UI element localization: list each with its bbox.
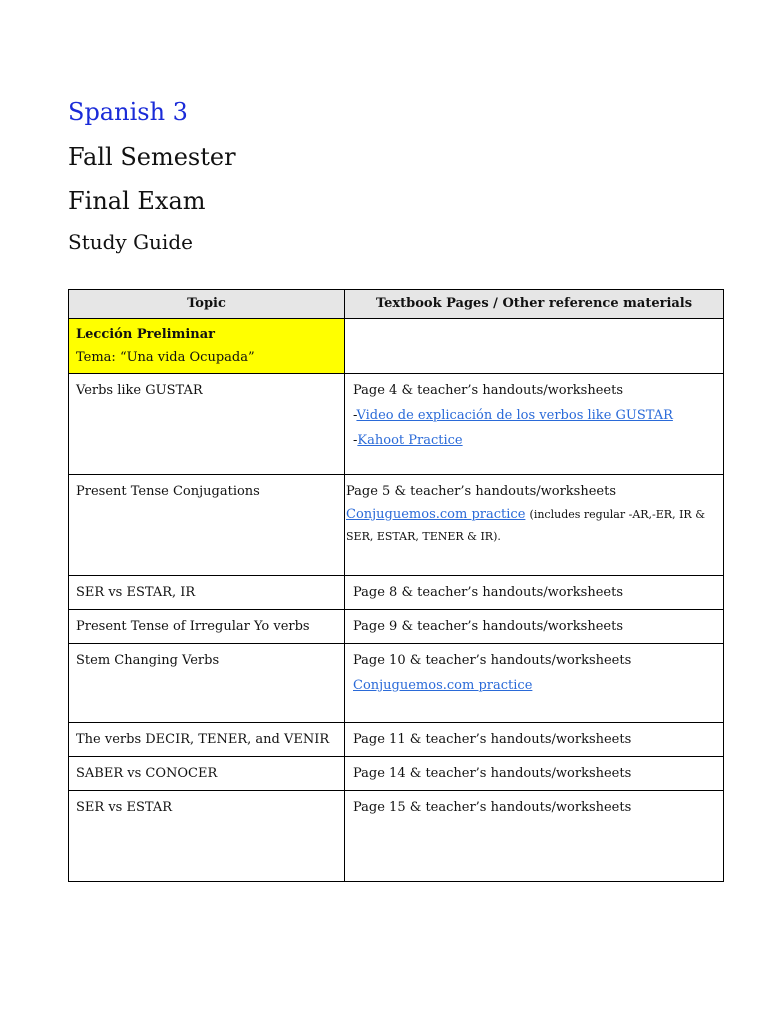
reference-text: Page 4 & teacher’s handouts/worksheets bbox=[353, 383, 623, 398]
study-guide-title: Study Guide bbox=[68, 230, 193, 254]
table-row bbox=[69, 644, 724, 723]
table-row bbox=[69, 757, 724, 791]
table-header-row bbox=[69, 290, 724, 319]
topic-cell: SABER vs CONOCER bbox=[69, 757, 345, 791]
semester-title: Fall Semester bbox=[68, 143, 236, 171]
empty-cell bbox=[345, 319, 724, 374]
header-references: Textbook Pages / Other reference materials bbox=[345, 290, 724, 319]
topic-cell: Verbs like GUSTAR bbox=[69, 374, 345, 475]
table-row bbox=[69, 319, 724, 374]
topic-cell: SER vs ESTAR bbox=[69, 791, 345, 882]
table-row bbox=[69, 374, 724, 475]
kahoot-practice-link[interactable]: Kahoot Practice bbox=[357, 433, 463, 448]
topic-cell: SER vs ESTAR, IR bbox=[69, 576, 345, 610]
table-row bbox=[69, 723, 724, 757]
topic-cell: Stem Changing Verbs bbox=[69, 644, 345, 723]
exam-title: Final Exam bbox=[68, 187, 206, 215]
reference-cell: Page 4 & teacher’s handouts/worksheets -Video de explicación de los verbos like GUSTAR -Kahoot Practice bbox=[345, 374, 724, 475]
reference-cell: Page 8 & teacher’s handouts/worksheets bbox=[345, 576, 724, 610]
conjuguemos-link[interactable]: Conjuguemos.com practice bbox=[346, 507, 526, 522]
table-row bbox=[69, 791, 724, 882]
topic-cell: Present Tense of Irregular Yo verbs bbox=[69, 610, 345, 644]
conjugation-note: (includes regular -AR,-ER, IR & SER, ESTAR, TENER & IR). bbox=[346, 508, 705, 543]
reference-cell: Page 14 & teacher’s handouts/worksheets bbox=[345, 757, 724, 791]
lesson-theme: Tema: “Una vida Ocupada” bbox=[76, 350, 255, 365]
topic-cell: Present Tense Conjugations bbox=[69, 475, 345, 576]
table-row bbox=[69, 576, 724, 610]
header-topic: Topic bbox=[69, 290, 345, 319]
reference-cell: Page 11 & teacher’s handouts/worksheets bbox=[345, 723, 724, 757]
lesson-cell bbox=[69, 319, 345, 374]
conjuguemos-link[interactable]: Conjuguemos.com practice bbox=[353, 678, 533, 693]
study-guide-table bbox=[68, 289, 724, 882]
reference-cell: Page 9 & teacher’s handouts/worksheets bbox=[345, 610, 724, 644]
gustar-video-link[interactable]: Video de explicación de los verbos like GUSTAR bbox=[356, 408, 673, 423]
reference-text: Page 5 & teacher’s handouts/worksheets bbox=[346, 484, 616, 499]
table-row bbox=[69, 475, 724, 576]
lesson-title: Lección Preliminar bbox=[76, 327, 216, 342]
reference-text: Page 10 & teacher’s handouts/worksheets bbox=[353, 653, 632, 668]
topic-cell: The verbs DECIR, TENER, and VENIR bbox=[69, 723, 345, 757]
course-title: Spanish 3 bbox=[68, 98, 188, 126]
reference-cell bbox=[345, 475, 724, 576]
reference-cell: Page 15 & teacher’s handouts/worksheets bbox=[345, 791, 724, 882]
reference-cell bbox=[345, 644, 724, 723]
table-row bbox=[69, 610, 724, 644]
